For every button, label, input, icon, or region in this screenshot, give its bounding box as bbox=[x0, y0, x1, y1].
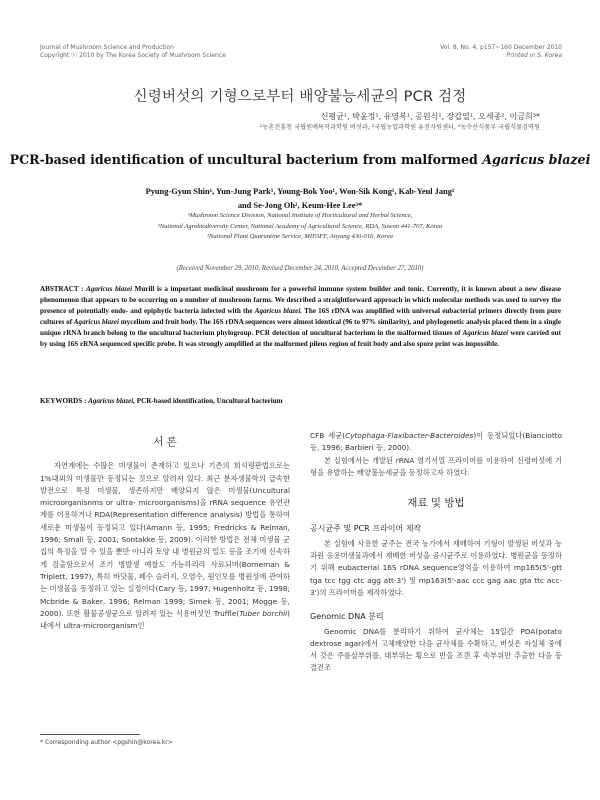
section-title-methods: 재료 및 방법 bbox=[407, 497, 465, 510]
abstract-label: ABSTRACT : bbox=[40, 285, 87, 293]
affiliation-3: ³National Plant Quarantine Service, MIFAFF, Anyang 430-016, Korea bbox=[207, 233, 393, 240]
printed-line: Printed in S. Korea bbox=[506, 52, 562, 59]
subsection-genomic-dna: Genomic DNA 분리 bbox=[310, 612, 384, 622]
english-authors-line1: Pyung-Gyun Shin¹, Yun-Jung Park¹, Young-Bok Yoo¹, Won-Sik Kong¹, Kab-Yeul Jang¹ bbox=[145, 187, 455, 196]
english-authors bbox=[0, 185, 600, 213]
abstract-species-3: Agaricus blazei bbox=[73, 318, 119, 326]
genomic-dna-paragraph: Genomic DNA를 분리하기 위하여 균사체는 15일간 PDA(potato dextrose agar)에서 고체배양한 다음 균사체를 수확하고, 버섯은 자실체 중에서 갓은 주름살부위를, 대부위는 횡으로 반을 조갠 후 속부위만 추출한 다음 동결건조 bbox=[310, 626, 562, 673]
left-column bbox=[40, 436, 290, 632]
korean-authors: 신평균¹, 박윤정¹, 유영복¹, 공원식¹, 장갑열¹, 오세종², 이금희³* bbox=[320, 112, 540, 121]
abstract bbox=[40, 284, 561, 350]
korean-affiliations: ¹농촌진흥청 국립원예특작과학원 버섯과, ²국립농업과학원 유전자원센터, ³농수산식품부 국립식물검역원 bbox=[259, 124, 540, 131]
subsection-strains-primers: 공시균주 및 PCR 프라이머 제작 bbox=[310, 524, 422, 534]
affiliation-1: ¹Mushroom Science Division, National Institute of Horticultural and Herbal Science, bbox=[187, 212, 413, 219]
english-affiliations bbox=[0, 211, 600, 243]
intro-continued bbox=[310, 430, 562, 455]
keywords-species: Agaricus blazei, bbox=[88, 397, 135, 405]
journal-name: Journal of Mushroom Science and Production bbox=[40, 44, 174, 51]
intro-aim-paragraph: 본 실험에서는 개발된 rRNA 염기서열 프라이머를 이용하여 신령버섯에 기형을 유발하는 배양불능세균을 동정하고자 하였다. bbox=[310, 455, 562, 477]
affiliation-2: ²National Agrobiodiversity Center, National Academy of Agricultural Science, RDA, Suwon 441-707, Korea bbox=[157, 222, 443, 230]
abstract-text-1: Murill is a important medicinal mushroom for a powerful immune system builder and tonic. Currently, it is known about a new disease phenomenon that appears to be occurring on a number of mushroom farms. We described a straightforward approach in which molecular methods was used to survey the presence of potentially endo- and epiphytic bacteria infected with the bbox=[40, 285, 561, 315]
keywords bbox=[40, 397, 561, 405]
abstract-species: Agaricus blazei bbox=[86, 285, 133, 293]
english-title-main: PCR-based identification of uncultural bacterium from malformed bbox=[9, 152, 483, 167]
english-title-species: Agaricus blazei bbox=[482, 152, 591, 167]
english-title bbox=[0, 152, 600, 167]
issue-header bbox=[342, 44, 562, 60]
corresponding-author-footnote: * Corresponding author <pgshin@korea.kr> bbox=[40, 739, 173, 746]
english-authors-line2: and Se-Jong Oh², Keum-Hee Lee³* bbox=[237, 201, 363, 210]
volume-line: Vol. 8, No. 4, p157~160 December 2010 bbox=[440, 44, 562, 51]
journal-header bbox=[40, 44, 300, 60]
keywords-rest: PCR-based identification, Uncultural bacterium bbox=[135, 397, 283, 405]
intro-cont-species: Cytophaga-Flaxibacter-Bacteroides bbox=[345, 431, 474, 440]
intro-species: Tuber borchii bbox=[239, 608, 288, 618]
intro-cont-text-2: )이 동정되었다(Bianciotto 등, 1996; Barbieri 등, 2000). bbox=[310, 431, 563, 453]
abstract-species-4: Agaricus blazei bbox=[462, 329, 509, 337]
intro-text-1: 자연계에는 수많은 미생물이 존재하고 있으나 기존의 희석평판법으로는 1%내외의 미생물만 동정되는 것으로 알려져 있다. 최근 분자생물학의 급속한 발전으로 특정 미생물, 생존하지만 배양되지 않은 미생물(Uncultural microorganisnms or ultra- microorganisms)을 rRNA sequence 유연관계를 이용하거나 RDA(Representation difference analysis) 방법을 통하여 새로운 미생물이 동정되고 있다(Amann 등, 1995; Fredricks & Relman, 1996; Small 등, 2001; Sontakke 등, 2009). 이러한 방법은 전체 미생물 군집의 특징을 알 수 있을 뿐만 아니라 토양 내 병원균의 밀도 등을 조기에 신속하게 검출함으로서 조기 병발생 예찰도 가능하리라 사료되며(Borneman & Triplett, 1997), 특히 바닷물, 폐수 슬러지, 오염수, 원인모를 병원성에 관여하는 미생물을 동정하고 있는 실정이다(Cary 등, 1997; Hugenholtz 등, 1998; Mcbride & Baker, 1996; Relman 1999; Simek 등, 2001; Mogge 등, 2000). 또한 활물공생균으로 알려져 있는 식용버섯인 Truffle( bbox=[40, 461, 290, 618]
copyright-line: Copyright ⓒ 2010 by The Korea Society of Mushroom Science bbox=[40, 52, 226, 59]
intro-text-2: ) 내에서 ultra-microorganism인 bbox=[40, 608, 291, 631]
section-title-introduction: 서 론 bbox=[153, 436, 177, 448]
abstract-text-4: were carried out by using 16S rRNA sequenced specific probe. It was strongly amplified at the malformed pileus region of fruit body and also spore print was impossible. bbox=[40, 329, 561, 348]
received-dates: (Received November 29, 2010, Revised December 24, 2010, Accepted December 27, 2010) bbox=[176, 265, 424, 272]
intro-paragraph bbox=[40, 460, 290, 632]
footnote-divider bbox=[40, 734, 140, 735]
abstract-text-3: mycelium and fruit body. The 16S rDNA sequences were almost identical (96 to 97% similarity), and phylogenetic analysis placed them in a single unique rRNA branch belong to the uncultural bacterium phylogroup. PCR detection of uncultural bacterium in the malformed tissues of bbox=[40, 318, 561, 337]
abstract-text-2: The 16S rDNA was amplified with universal eubacterial primers directly from pure cultures of bbox=[40, 307, 561, 326]
abstract-species-2: Agaricus blazei. bbox=[254, 307, 303, 315]
strains-paragraph: 본 실험에 사용한 균주는 전국 농가에서 재배하여 기형이 발생된 버섯과 농과원 응용미생물과에서 재배한 버섯을 공시균주로 이용하였다. 병원균을 동정하기 위해 eubacterial 16S rDNA sequence영역을 이용하여 mp165(5'-gtt tga tcc tgg ctc agg att-3') 및 mp163(5'-aac ccc gag aac gta ttc acc-3')의 프라이머를 제작하였다. bbox=[310, 538, 562, 597]
right-column bbox=[310, 430, 562, 675]
intro-cont-text-1: CFB 세균( bbox=[310, 431, 346, 440]
keywords-label: KEYWORDS : bbox=[40, 397, 89, 405]
korean-title: 신령버섯의 기형으로부터 배양불능세균의 PCR 검정 bbox=[133, 89, 467, 105]
